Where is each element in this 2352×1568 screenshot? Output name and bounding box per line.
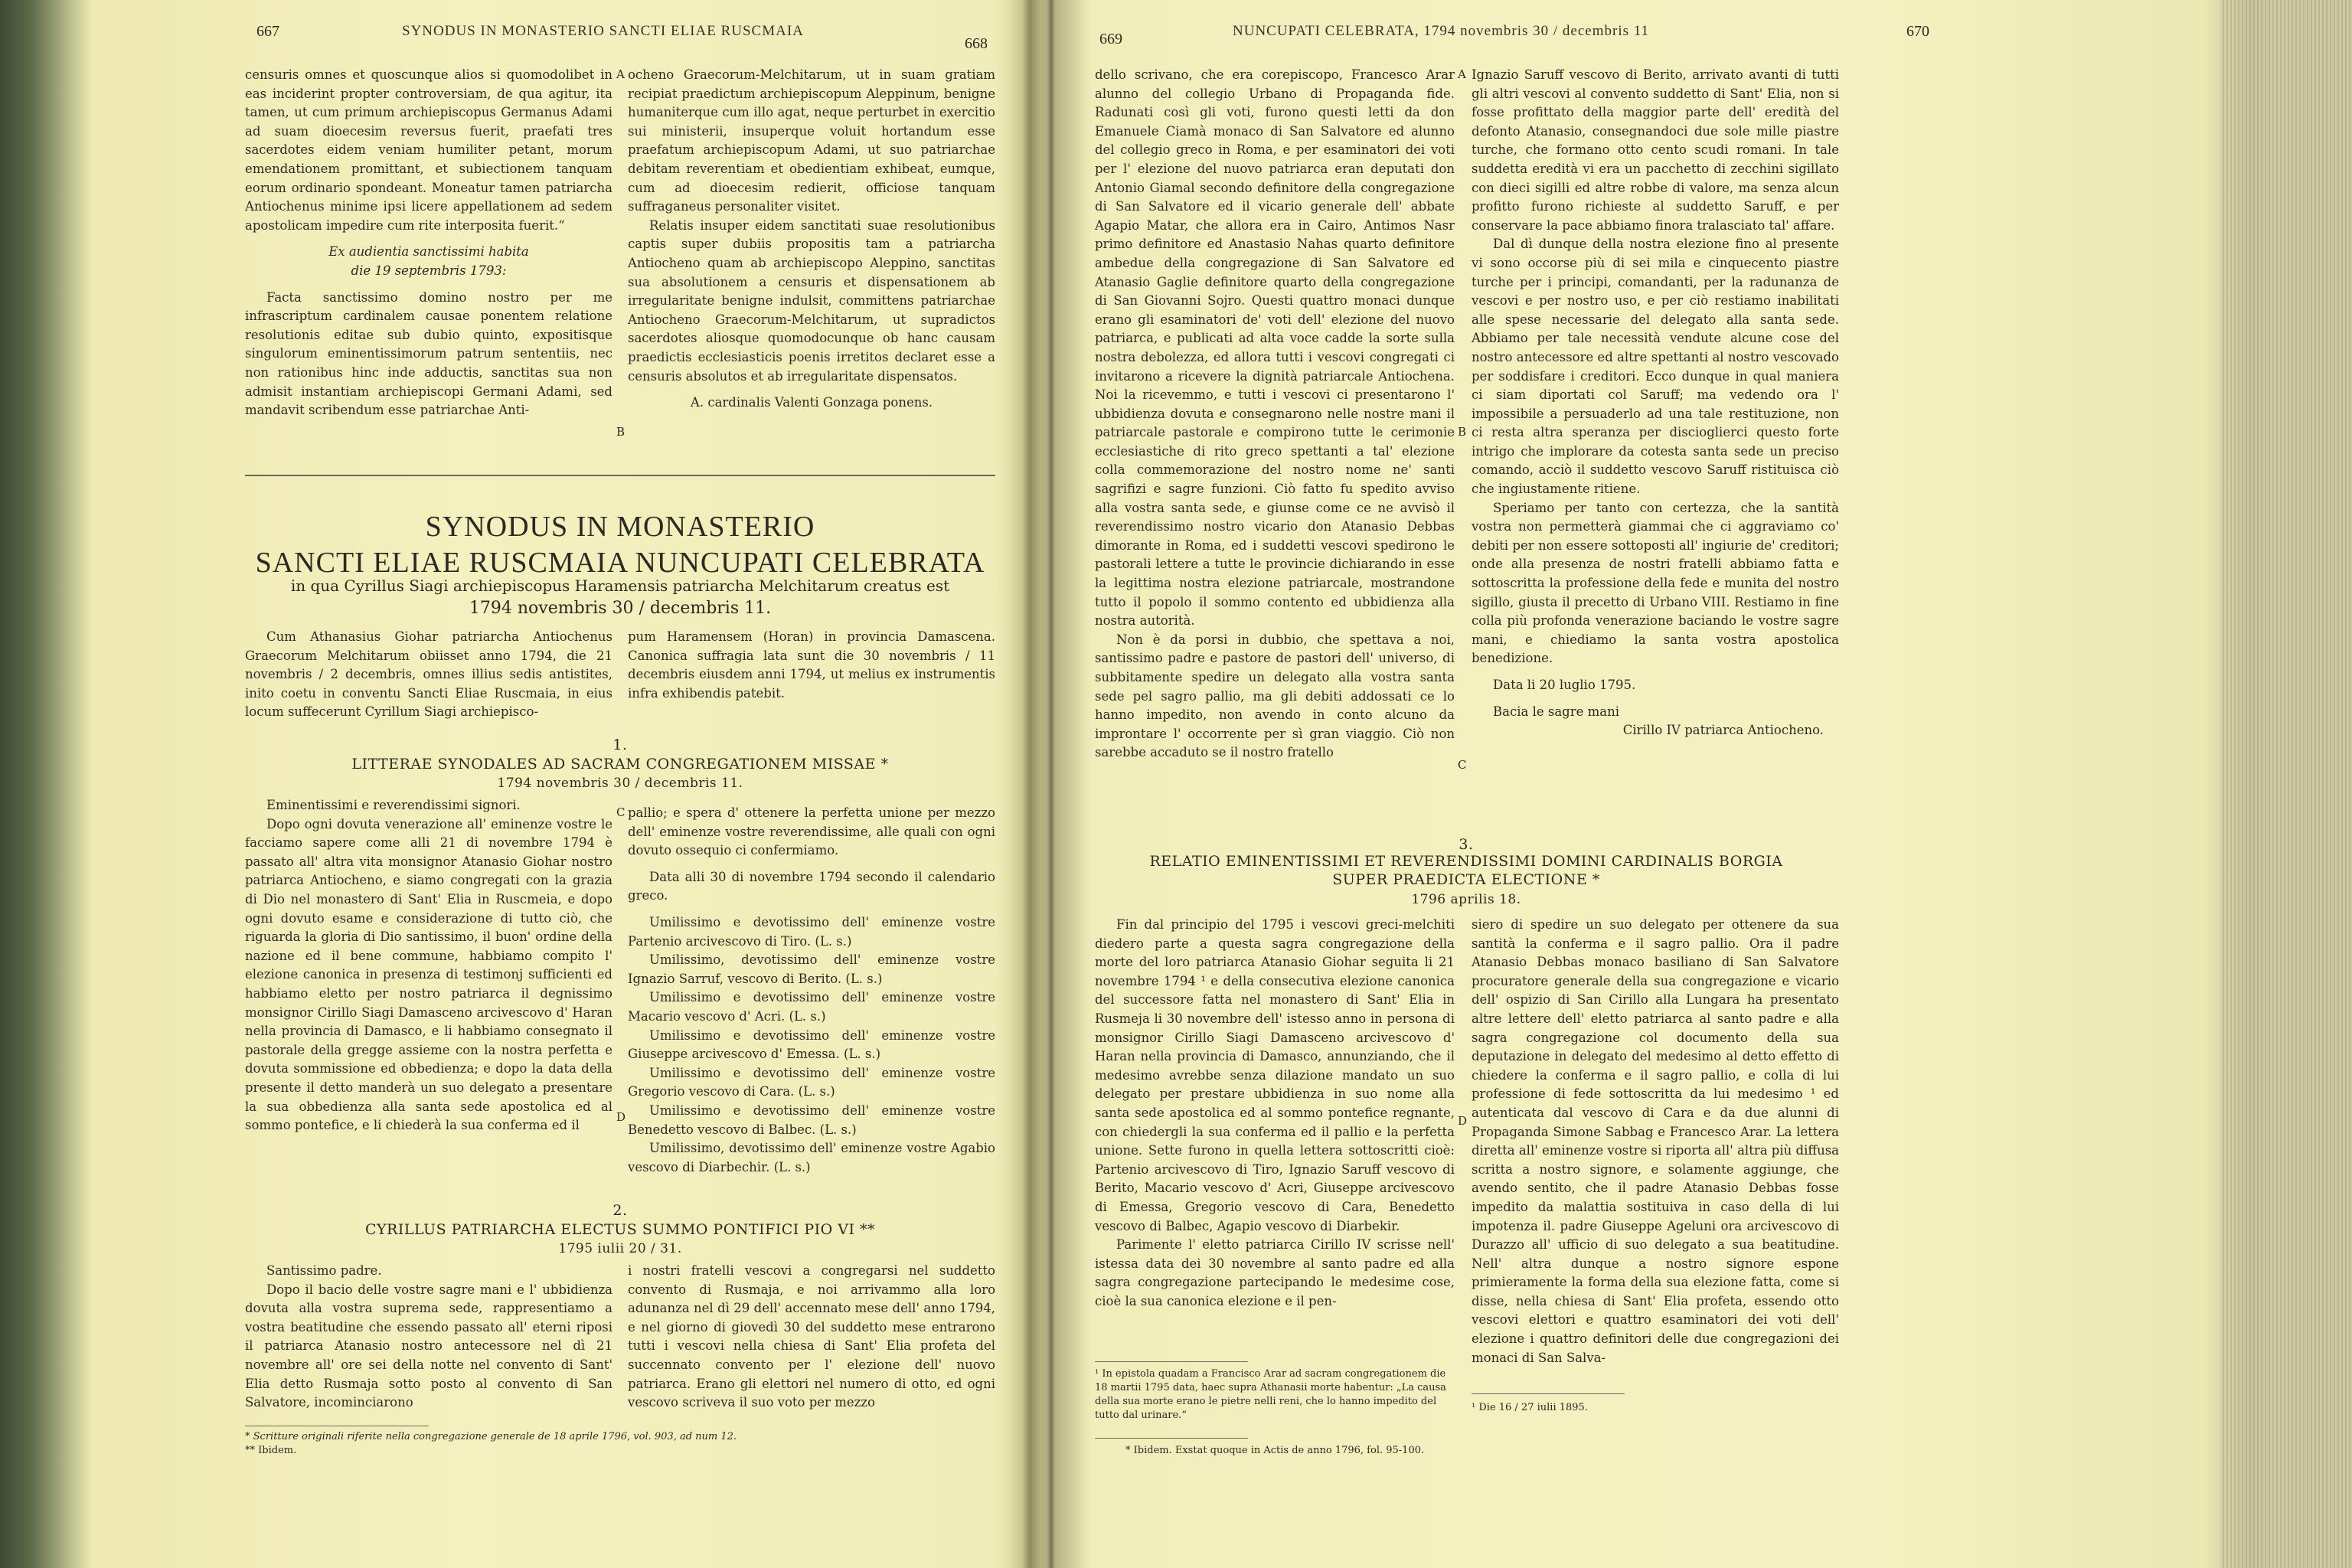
margin-letter-d: D (1458, 1114, 1468, 1128)
audientia-heading: Ex audientia sanctissimi habita (328, 244, 529, 260)
section-3-title-1: RELATIO EMINENTISSIMI ET REVERENDISSIMI DOMINI CARDINALIS BORGIA (1149, 853, 1783, 870)
section-1-column-b (628, 804, 995, 1177)
paragraph: pallio; e spera d' ottenere la perfetta unione per mezzo dell' eminenze vostre reverendissime, alle quali con ogni dovuto ossequio ci confermiamo. (628, 805, 995, 858)
date-line: Data alli 30 di novembre 1794 secondo il calendario greco. (628, 869, 995, 903)
main-subtitle-2: 1794 novembris 30 / decembris 11. (469, 599, 772, 618)
page-number-right-2: 670 (1906, 23, 1929, 40)
footnote-b: ¹ Die 16 / 27 iulii 1895. (1472, 1402, 1588, 1413)
section-2-column-a (245, 1262, 612, 1413)
paragraph: Cum Athanasius Giohar patriarcha Antiochenus Graecorum Melchitarum obiisset anno 1794, die 21 novembris / 2 decembris, omnes illius sedis antistites, inito coetu in conventu Sancti Eliae Ruscmaia, in eius locum suffecerunt Cyrillum Siagi archiepisco- (245, 629, 612, 720)
page-number-left: 667 (256, 23, 279, 40)
section-rule (245, 475, 995, 476)
top-column-b (628, 66, 995, 413)
signers-list (628, 913, 995, 1177)
section-2-number: 2. (612, 1202, 628, 1219)
top-column-a (245, 66, 612, 420)
paragraph: siero di spedire un suo delegato per ottenere da sua santità la conferma e il sagro pallio. Ora il padre Atanasio Debbas monaco basiliano di San Salvatore procuratore generale della sua congregazione e vicario dell' ospizio di San Cirillo alla Lungara ha presentato altre lettere dell' eletto patriarca al santo padre e alla sagra congregazione col documento della sua deputazione in delegato del medesimo al detto effetto di chiedere la conferma e il sagro pallio, e colla di lui professione di fede sottoscritta da lui medesimo ¹ ed autenticata dal vescovo di Cara e da due alunni di Propaganda Simone Sabbag e Francesco Arar. La lettera diretta all' eminenze vostre si riporta all' altra più diffusa scritta a nostro signore, e solamente aggiunge, che avendo sentito, che il padre Atanasio Debbas fosse impedito da malattia sostituiva in caso della di lui impotenza il. padre Giuseppe Ageluni ora arcivescovo di Durazzo all' ufficio di suo delegato a sua beatitudine. Nell' altra dunque a nostro signore espone primieramente la forma della sua elezione fatta, come si disse, nella chiesa di Sant' Elia profeta, essendo otto vescovi elettori e quattro esaminatori dei voti dell' elezione i quattro definitori delle due congregazioni dei monaci di San Salva- (1472, 917, 1840, 1365)
paragraph: Facta sanctissimo domino nostro per me infrascriptum cardinalem causae ponentem relatione resolutionis editae sub dubio quinto, expositisque singulorum eminentissimorum patrum sententiis, nec non rationibus hinc inde adductis, sanctitas sua non admisit instantiam archiepiscopi Germani Adami, sed mandavit scribendum esse patriarchae Anti- (245, 289, 612, 418)
margin-letter-d: D (616, 1110, 626, 1124)
closing-line: Bacia le sagre mani (1493, 704, 1619, 719)
signer-line: Umilissimo e devotissimo dell' eminenze vostre Partenio arcivescovo di Tiro. (L. s.) (628, 914, 995, 949)
main-title-2: SANCTI ELIAE RUSCMAIA NUNCUPATI CELEBRATA (255, 547, 985, 579)
margin-letter-a: A (1458, 67, 1466, 81)
signer-line: Umilissimo e devotissimo dell' eminenze vostre Benedetto vescovo di Balbec. (L. s.) (628, 1102, 995, 1137)
main-title-1: SYNODUS IN MONASTERIO (425, 511, 815, 543)
salutation: Santissimo padre. (266, 1263, 382, 1278)
paragraph: ocheno Graecorum-Melchitarum, ut in suam gratiam recipiat praedictum archiepiscopum Aleppinum, benigne humaniterque cum illo agat, neque perturbet in exercitio sui ministerii, insuperque voluit hortandum esse praefatum archiepiscopum Adami, ut suo patriarchae debitam reverentiam et obedientiam exhibeat, eumque, cum ad dioecesim redierit, officiose tanquam suffraganeus personaliter visitet. (628, 67, 995, 214)
footnote-a: ¹ In epistola quadam a Francisco Arar ad sacram congregationem die 18 martii 1795 data, haec supra Athanasii morte habentur: „La causa della sua morte erano le pietre nelli reni, che lo hanno impedito del tutto dal urinare.“ (1095, 1368, 1446, 1421)
signer-line: Umilissimo e devotissimo dell' eminenze vostre Macario vescovo d' Acri. (L. s.) (628, 990, 995, 1024)
section-3-column-b (1472, 916, 1839, 1367)
section-2-title: CYRILLUS PATRIARCHA ELECTUS SUMMO PONTIFICI PIO VI ** (364, 1221, 876, 1238)
section-1-column-a (245, 796, 612, 1135)
paragraph: Ignazio Saruff vescovo di Berito, arrivato avanti di tutti gli altri vescovi al convento suddetto di Sant' Elia, non si fosse profittato della maggior parte dell' eredità del defonto Atanasio, consegnandoci due sole mille piastre turche, che formano otto cento scudi romani. In tale suddetta eredità vi era un pacchetto di zecchini sigillato con dieci sigilli ed altre robbe di valore, ma senza alcun profitto furono richieste al suddetto Saruff, e per conservare la pace abbiamo finora tralasciato tal' affare. (1472, 67, 1839, 233)
salutation: Eminentissimi e reverendissimi signori. (266, 798, 521, 812)
paragraph: Non è da porsi in dubbio, che spettava a noi, santissimo padre e pastore de pastori dell' universo, di subbitamente spedire un delegato alla vostra santa sede pel sagro pallio, ma gli debiti addossati ce lo hanno impedito, non avendo in conto alcuno da improntare l' occorrente per sì gran viaggio. Ciò non sarebbe accaduto se il nostro fratello (1095, 632, 1455, 760)
margin-letter-c: C (616, 805, 626, 819)
signer-line: Umilissimo, devotissimo dell' eminenze vostre Ignazio Sarruf, vescovo di Berito. (L. s.) (628, 952, 995, 986)
section-3-date: 1796 aprilis 18. (1411, 892, 1521, 907)
right-page (1080, 0, 2121, 1568)
footnote-rule (1095, 1438, 1248, 1439)
section-1-date: 1794 novembris 30 / decembris 11. (497, 776, 743, 791)
footnote-rule (1472, 1393, 1625, 1394)
footnote-rule (1095, 1361, 1248, 1362)
section-2-date: 1795 iulii 20 / 31. (558, 1241, 682, 1256)
paragraph: censuris omnes et quoscunque alios si quomodolibet in eas inciderint propter controversiam, de qua agitur, ita tamen, ut cum primum archiepiscopus Germanus Adami ad suam dioecesim reversus fuerit, praefati tres sacerdotes eidem veniam humiliter petant, morum emendationem promittant, et subiectionem tanquam eorum ordinario spondeant. Moneatur tamen patriarcha Antiochenus minime ipsi licere appellationem ad sedem apostolicam impedire cum rite interposita fuerit.“ (245, 67, 612, 233)
margin-letter-a: A (616, 67, 625, 81)
signer-line: Umilissimo e devotissimo dell' eminenze vostre Gregorio vescovo di Cara. (L. s.) (628, 1065, 995, 1099)
section-1-number: 1. (612, 737, 628, 753)
section-1-title: LITTERAE SYNODALES AD SACRAM CONGREGATIONEM MISSAE * (351, 756, 889, 773)
date-line: Data li 20 luglio 1795. (1493, 678, 1636, 692)
section-2-column-b (628, 1262, 995, 1413)
running-head-left: SYNODUS IN MONASTERIO SANCTI ELIAE RUSCMAIA (402, 23, 804, 39)
section-3-column-a (1095, 916, 1455, 1311)
section-3-number: 3. (1459, 836, 1474, 853)
margin-letter-b: B (1458, 425, 1467, 439)
right-column-b (1472, 66, 1839, 740)
section-3-title-2: SUPER PRAEDICTA ELECTIONE * (1332, 871, 1600, 888)
paragraph: i nostri fratelli vescovi a congregarsi nel suddetto convento di Rusmaja, e noi arrivammo alla loro adunanza nel dì 29 dell' accennato mese dell' anno 1794, e nel giorno di giovedì 30 del suddetto mese entrarono tutti i vescovi nella chiesa di Sant' Elia profeta del succennato convento per l' elezione dell' nuovo patriarca. Erano gli elettori nel numero di otto, ed ogni vescovo scriveva il suo voto per mezzo (628, 1263, 995, 1410)
intro-column-a (245, 628, 612, 722)
signature: A. cardinalis Valenti Gonzaga ponens. (690, 395, 933, 410)
paragraph: Parimente l' eletto patriarca Cirillo IV scrisse nell' istessa data dei 30 novembre al santo padre ed alla sagra congregazione partecipando le medesime cose, cioè la sua canonica elezione e il pen- (1095, 1237, 1455, 1308)
margin-letter-b: B (616, 425, 626, 439)
footnote-2: ** Ibidem. (245, 1445, 297, 1456)
intro-column-b (628, 628, 995, 703)
paragraph: Dal dì dunque della nostra elezione fino al presente vi sono occorse più di sei mila e cinquecento piastre turche per i principi, comandanti, per la radunanza de vescovi e per nostro uso, e per ciò restiamo inabilitati alle spese necessarie del delegato alla santa sede. Abbiamo per tale necessità vendute alcune cose del nostro antecessore ed altre spettanti al nostro vescovado per soddisfare i creditori. Ecco dunque in qual maniera ci siam diportati col Saruff; ma vedendo ora l' impossibile a persuaderlo ad una tale restituzione, non ci resta altra speranza per discioglierci questo forte intrigo che implorare da cotesta santa sede un preciso comando, acciò il suddetto vescovo Saruff ristituisca ciò che ingiustamente ritiene. (1472, 237, 1839, 497)
closing-signature: Cirillo IV patriarca Antiocheno. (1622, 723, 1824, 738)
right-column-a (1095, 66, 1455, 763)
left-page (107, 0, 1026, 1568)
paragraph: Dopo il bacio delle vostre sagre mani e l' ubbidienza dovuta alla vostra suprema sede, rappresentiamo a vostra beatitudine che essendo passato all' eterni riposi il patriarca Atanasio nostro antecessore nel dì 21 novembre all' ore sei della notte nel convento di Sant' Elia detto Rusmaja sotto posto al convento di San Salvatore, incominciarono (245, 1282, 612, 1410)
paragraph: pum Haramensem (Horan) in provincia Damascena. Canonica suffragia lata sunt die 30 novembris / 11 decembris eiusdem anni 1794, ut melius ex instrumentis infra exhibendis patebit. (628, 629, 995, 701)
signer-line: Umilissimo e devotissimo dell' eminenze vostre Giuseppe arcivescovo d' Emessa. (L. s.) (628, 1027, 995, 1062)
page-edges (2220, 0, 2352, 1568)
running-head-right: NUNCUPATI CELEBRATA, 1794 novembris 30 / decembris 11 (1233, 23, 1650, 39)
signer-line: Umilissimo, devotissimo dell' eminenze vostre Agabio vescovo di Diarbechir. (L. s.) (628, 1141, 995, 1174)
paragraph: Relatis insuper eidem sanctitati suae resolutionibus captis super dubiis propositis tam a patriarcha Antiocheno quam ab archiepiscopo Aleppino, sanctitas sua absolutionem a censuris et dispensationem ab irregularitate benigne indulsit, committens patriarchae Antiocheno Graecorum-Melchitarum, ut supradictos sacerdotes aliosque quomodocunque ob hanc causam praedictis ecclesiasticis poenis irretitos declaret esse a censuris absolutos et ab irregularitate dispensatos. (628, 217, 995, 384)
paragraph: Dopo ogni dovuta venerazione all' eminenze vostre le facciamo sapere come alli 21 di novembre 1794 è passato all' altra vita monsignor Atanasio Giohar nostro patriarca Antiocheno, e siamo congregati con la grazia di Dio nel monastero di Sant' Elia in Ruscmeia, e dopo ogni dovuto esame e considerazione di tutto ciò, che riguarda la gloria di Dio santissimo, il buon' ordine della nazione ed il bene commune, habbiamo compito l' elezione canonica in presenza di testimonj sufficienti ed habbiamo eletto per nostro patriarca il degnissimo monsignor Cirillo Siagi Damasceno arcivescovo d' Haran nella provincia di Damasco, e li habbiamo consegnato il pastorale della gregge assieme con la nostra perfetta e dovuta sommissione ed obbedienza; e dopo la data della presente il detto manderà un suo delegato a presentare la sua obbedienza alla santa sede apostolica ed al sommo pontefice, e li chiederà la sua conferma ed il (245, 816, 612, 1133)
margin-letter-c: C (1458, 758, 1467, 772)
main-subtitle-1: in qua Cyrillus Siagi archiepiscopus Haramensis patriarcha Melchitarum creatus est (290, 577, 950, 595)
page-number-left-2: 668 (965, 35, 988, 52)
audientia-date: die 19 septembris 1793: (351, 263, 507, 278)
paragraph: dello scrivano, che era corepiscopo, Francesco Arar alunno del collegio Urbano di Propaganda fide. Radunati così gli voti, furono questi letti da don Emanuele Ciamà monaco di San Salvatore ed alunno del collegio greco in Roma, e per esaminatori dei voti per l' elezione del nuovo patriarca eran deputati don Antonio Giamal secondo definitore della congregazione di San Salvatore ed il vicario generale dell' abbate Agapio Matar, che allora era in Cairo, Antimos Nasr primo definitore ed Anastasio Nahas quarto definitore ambedue della congregazione di San Salvatore ed Atanasio Gaglie definitore quarto della congregazione di San Giovanni Sojro. Questi quattro monaci dunque erano gli esaminatori de' voti dell' elezione del nuovo patriarca, e publicati ad alta voce cadde la sorte sulla nostra debolezza, ed allora tutti i vescovi congregati ci invitarono a ricevere la dignità patriarcale Antiochena. Noi la ricevemmo, e tutti i vescovi ci presentarono l' ubbidienza dovuta e consegnarono nelle nostre mani il patriarcale pastorale e compirono tutte le cerimonie ecclesiastiche di rito greco spettanti a tal' elezione colla commemorazione del nostro nome ne' santi sagrifizi e sagre funzioni. Ciò fatto fu spedito avviso alla vostra santa sede, e giunse come ce ne avvisò il reverendissimo nostro vicario don Atanasio Debbas dimorante in Roma, ed i suddetti vescovi spedirono le pastorali lettere a tutte le provincie dichiarando in esse la legittima nostra elezione patriarcale, mostrandone tutto il popolo il sommo contento ed ubbidienza alla nostra autorità. (1095, 67, 1455, 629)
paragraph: Speriamo per tanto con certezza, che la santità vostra non permetterà giammai che ci aggraviamo co' debiti per non essere sottoposti all' ingiurie de' creditori; onde alla presenza de nostri fratelli abbiamo fatta e sottoscritta la professione della fede e munita del nostro sigillo, giusta il precetto di Urbano VIII. Restiamo in fine colla più profonda venerazione baciando le vostre sagre mani, e chiediamo la santa vostra apostolica benedizione. (1472, 500, 1839, 666)
paragraph: Fin dal principio del 1795 i vescovi greci-melchiti diedero parte a questa sagra congregazione della morte del loro patriarca Atanasio Giohar seguita li 21 novembre 1794 ¹ e della consecutiva elezione canonica del successore fatta nel monastero di Sant' Elia in Rusmeja li 30 novembre dell' istesso anno in persona di monsignor Cirillo Siagi Damasceno arcivescovo d' Haran nella provincia di Damasco, annunziando, che il medesimo avrebbe senza dilazione mandato un suo delegato per prestare ubbidienza in suo nome alla santa sede apostolica ed al sommo pontefice regnante, con chiedergli la sua conferma ed il pallio e la perfetta unione. Sette furono in quella lettera sottoscritti cioè: Partenio arcivescovo di Tiro, Ignazio Saruff vescovo di Berito, Macario vescovo d' Acri, Giuseppe arcivescovo di Emessa, Gregorio vescovo di Cara, Benedetto vescovo di Balbec, Agapio vescovo di Diarbekir. (1095, 917, 1455, 1233)
footnote-c: * Ibidem. Exstat quoque in Actis de anno 1796, fol. 95-100. (1125, 1445, 1425, 1456)
footnote-1: * Scritture originali riferite nella congregazione generale de 18 aprile 1796, vol. 903, ad num 12. (245, 1431, 737, 1442)
page-number-right: 669 (1099, 31, 1122, 47)
